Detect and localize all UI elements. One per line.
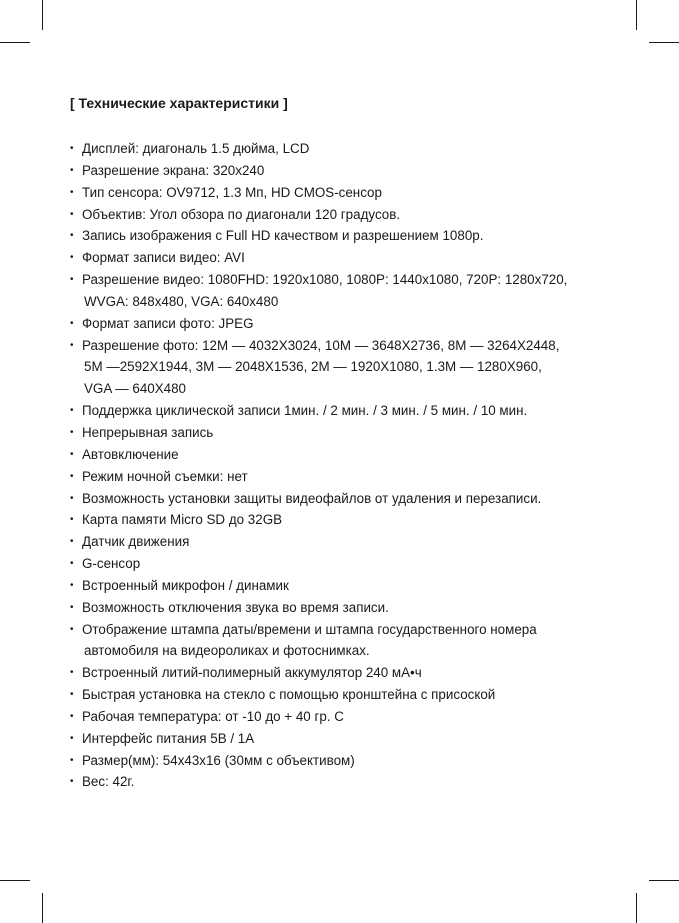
spec-item-text: Тип сенсора: OV9712, 1.3 Мп, HD CMOS-сенсор [82,184,382,200]
spec-item [70,553,630,575]
spec-item-text: Режим ночной съемки: нет [82,468,248,484]
bullet-icon: • [70,492,74,504]
spec-item-text: Возможность установки защиты видеофайлов от удаления и перезаписи. [82,490,542,506]
spec-item-text: Размер(мм): 54x43x16 (30мм с объективом) [82,752,355,768]
spec-item [70,422,630,444]
spec-item [70,575,630,597]
bullet-icon: • [70,448,74,460]
spec-item-text: Запись изображения с Full HD качеством и разрешением 1080p. [82,228,484,244]
spec-item-text: VGA — 640X480 [84,381,186,397]
bullet-icon: • [70,601,74,613]
spec-item-text: Поддержка циклической записи 1мин. / 2 мин. / 3 мин. / 5 мин. / 10 мин. [82,403,528,419]
spec-item [70,466,630,488]
bullet-icon: • [70,230,74,242]
bullet-icon: • [70,514,74,526]
crop-mark-top-left-vertical [42,0,43,30]
bullet-icon: • [70,339,74,351]
bullet-icon: • [70,732,74,744]
spec-item-text: Дисплей: диагональ 1.5 дюйма, LCD [82,141,310,156]
spec-item [70,247,630,269]
spec-item-text: Разрешение экрана: 320x240 [82,162,265,178]
spec-item [70,619,630,663]
spec-item-text: Интерфейс питания 5В / 1А [82,730,255,746]
bullet-icon: • [70,405,74,417]
bullet-icon: • [70,426,74,438]
bullet-icon: • [70,689,74,701]
crop-mark-top-right-horizontal [649,42,679,43]
spec-item [70,531,630,553]
spec-item-text: Разрешение видео: 1080FHD: 1920x1080, 1080P: 1440x1080, 720P: 1280x720, [82,272,568,288]
spec-item [70,400,630,422]
spec-item [70,728,630,750]
page-title: [ Технические характеристики ] [70,95,288,111]
crop-mark-bottom-right-horizontal [649,880,679,881]
spec-item [70,225,630,247]
spec-item-text: Возможность отключения звука во время записи. [82,599,389,615]
spec-item-text: Формат записи видео: AVI [82,250,245,266]
spec-page [70,93,630,793]
spec-item-text: Встроенный микрофон / динамик [82,577,289,593]
spec-item-text: Датчик движения [82,534,190,550]
spec-item [70,597,630,619]
spec-item [70,269,630,313]
spec-item-text: Формат записи фото: JPEG [82,315,254,331]
bullet-icon: • [70,623,74,635]
bullet-icon: • [70,470,74,482]
spec-item [70,750,630,772]
spec-item [70,204,630,226]
bullet-icon: • [70,274,74,286]
bullet-icon: • [70,667,74,679]
spec-item-text: Рабочая температура: от -10 до + 40 гр. С [82,708,344,724]
bullet-icon: • [70,143,74,154]
spec-item [70,662,630,684]
bullet-icon: • [70,536,74,548]
spec-item [70,684,630,706]
bullet-icon: • [70,186,74,198]
spec-item [70,313,630,335]
spec-item-text: Отображение штампа даты/времени и штампа государственного номера [82,621,537,637]
bullet-icon: • [70,164,74,176]
bullet-icon: • [70,252,74,264]
spec-item-text: Автовключение [82,446,179,462]
crop-mark-bottom-right-vertical [636,893,637,923]
spec-item [70,160,630,182]
spec-item [70,706,630,728]
spec-item [70,182,630,204]
spec-item-text: WVGA: 848x480, VGA: 640x480 [84,293,279,309]
spec-item-text: Разрешение фото: 12M — 4032X3024, 10M — 3648X2736, 8M — 3264X2448, [82,337,560,353]
spec-item-text: автомобиля на видеороликах и фотоснимках. [84,643,370,659]
spec-list [70,138,630,793]
spec-item-text: Объектив: Угол обзора по диагонали 120 градусов. [82,206,401,222]
bullet-icon: • [70,776,74,788]
spec-item-text: Непрерывная запись [82,424,214,440]
crop-mark-top-left-horizontal [0,42,30,43]
bullet-icon: • [70,558,74,570]
spec-item [70,444,630,466]
spec-item-text: Встроенный литий-полимерный аккумулятор 240 мА•ч [82,665,422,681]
spec-item [70,771,630,793]
spec-item-text: 5M —2592X1944, 3M — 2048X1536, 2M — 1920X1080, 1.3M — 1280X960, [84,359,542,375]
crop-mark-bottom-left-vertical [42,893,43,923]
bullet-icon: • [70,208,74,220]
spec-item-text: Карта памяти Micro SD до 32GB [82,512,283,528]
spec-item [70,509,630,531]
spec-item-text: Быстрая установка на стекло с помощью кронштейна с присоской [82,687,496,703]
spec-item-text: G-сенсор [82,556,141,572]
bullet-icon: • [70,317,74,329]
crop-mark-bottom-left-horizontal [0,880,30,881]
spec-item [70,488,630,510]
bullet-icon: • [70,579,74,591]
spec-item [70,138,630,160]
bullet-icon: • [70,754,74,766]
spec-item-text: Вес: 42г. [82,774,135,790]
crop-mark-top-right-vertical [636,0,637,30]
spec-item [70,335,630,401]
bullet-icon: • [70,710,74,722]
